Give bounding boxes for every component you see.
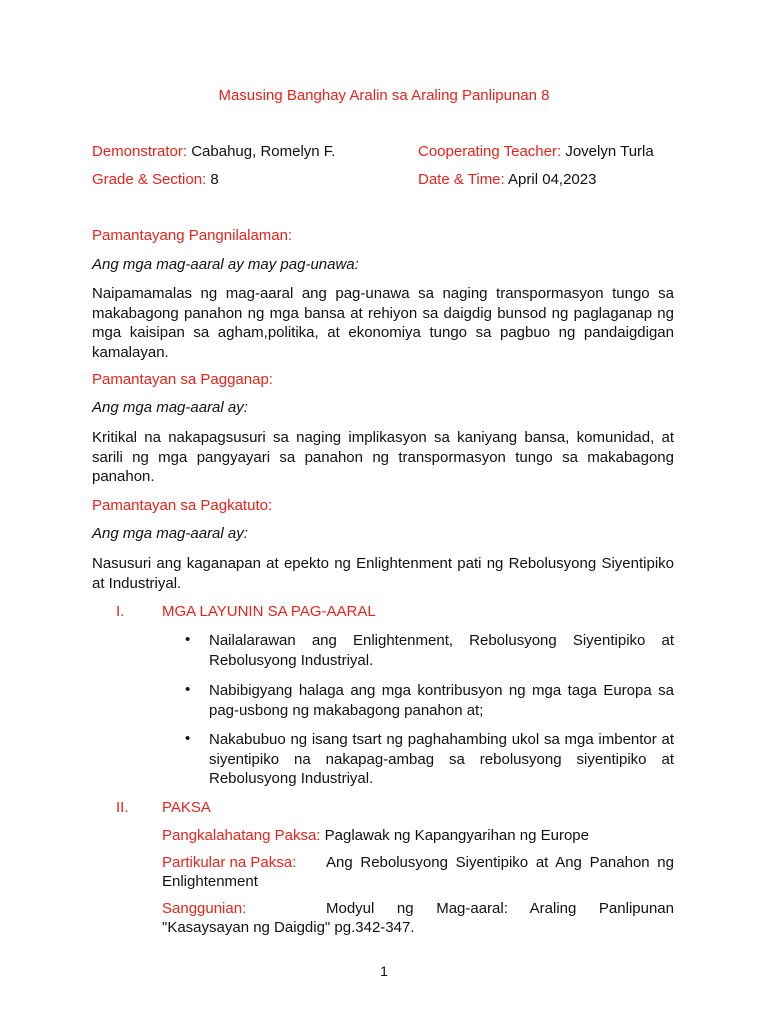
objective-item: Nakabubuo ng isang tsart ng paghahambing ukol sa mga imbentor at siyentipiko na nakapag-ambag sa rebolusyong siyentipiko at Rebolusyong Industriyal. [209,731,674,787]
section1-heading: MGA LAYUNIN SA PAG-AARAL [162,603,376,620]
grade-row [92,171,219,188]
particular-topic-label: Partikular na Paksa: [162,854,297,871]
particular-topic-value-line2: Enlightenment [162,873,258,890]
learning-standard-body: Nasusuri ang kaganapan at epekto ng Enlightenment pati ng Rebolusyong Siyentipiko at Industriyal. [92,555,674,592]
learning-standard-heading: Pamantayan sa Pagkatuto: [92,497,273,514]
bullet-icon: • [185,631,191,648]
date-label: Date & Time: [418,171,505,188]
general-topic-label: Pangkalahatang Paksa: [162,827,321,844]
general-topic-value: Paglawak ng Kapangyarihan ng Europe [324,827,589,844]
teacher-value: Jovelyn Turla [565,143,654,160]
grade-label: Grade & Section: [92,171,207,188]
bullet-icon: • [185,681,191,698]
performance-standard-lead: Ang mga mag-aaral ay: [92,399,248,416]
reference-value-line2: "Kasaysayan ng Daigdig" pg.342-347. [162,919,415,936]
particular-topic-value-line1: Ang Rebolusyong Siyentipiko at Ang Panahon ng [326,854,674,871]
content-standard-lead: Ang mga mag-aaral ay may pag-unawa: [92,256,359,273]
teacher-row [418,143,654,160]
page-number: 1 [380,963,388,979]
general-topic-row [162,827,589,844]
learning-standard-lead: Ang mga mag-aaral ay: [92,525,248,542]
reference-label: Sanggunian: [162,900,247,917]
date-value: April 04,2023 [508,171,597,188]
objective-item: Nailalarawan ang Enlightenment, Rebolusyong Siyentipiko at Rebolusyong Industriyal. [209,632,674,669]
demonstrator-value: Cabahug, Romelyn F. [191,143,336,160]
objective-item: Nabibigyang halaga ang mga kontribusyon ng mga taga Europa sa pag-usbong ng makabagong panahon at; [209,682,674,719]
content-standard-heading: Pamantayang Pangnilalaman: [92,227,293,244]
content-standard-body: Naipamamalas ng mag-aaral ang pag-unawa sa naging transpormasyon tungo sa makabagong panahon ng mga bansa at rehiyon sa daigdig bunsod ng paglaganap ng mga kaisipan sa agham,politika, at ekonomiya tungo sa pagbuo ng pandaigdigan kamalayan. [92,285,674,361]
section2-number: II. [116,799,129,816]
performance-standard-body: Kritikal na nakapagsusuri sa naging implikasyon sa kaniyang bansa, komunidad, at sarili ng mga pangyayari sa panahon ng transpormasyon tungo sa makabagong panahon. [92,429,674,485]
performance-standard-heading: Pamantayan sa Pagganap: [92,371,273,388]
grade-value: 8 [210,171,219,188]
teacher-label: Cooperating Teacher: [418,143,562,160]
section1-number: I. [116,603,125,620]
section2-heading: PAKSA [162,799,211,816]
bullet-icon: • [185,730,191,747]
reference-value-line1: Modyul ng Mag-aaral: Araling Panlipunan [326,900,674,917]
document-title: Masusing Banghay Aralin sa Araling Panlipunan 8 [218,87,550,104]
demonstrator-label: Demonstrator: [92,143,188,160]
date-row [418,171,596,188]
demonstrator-row [92,143,335,160]
